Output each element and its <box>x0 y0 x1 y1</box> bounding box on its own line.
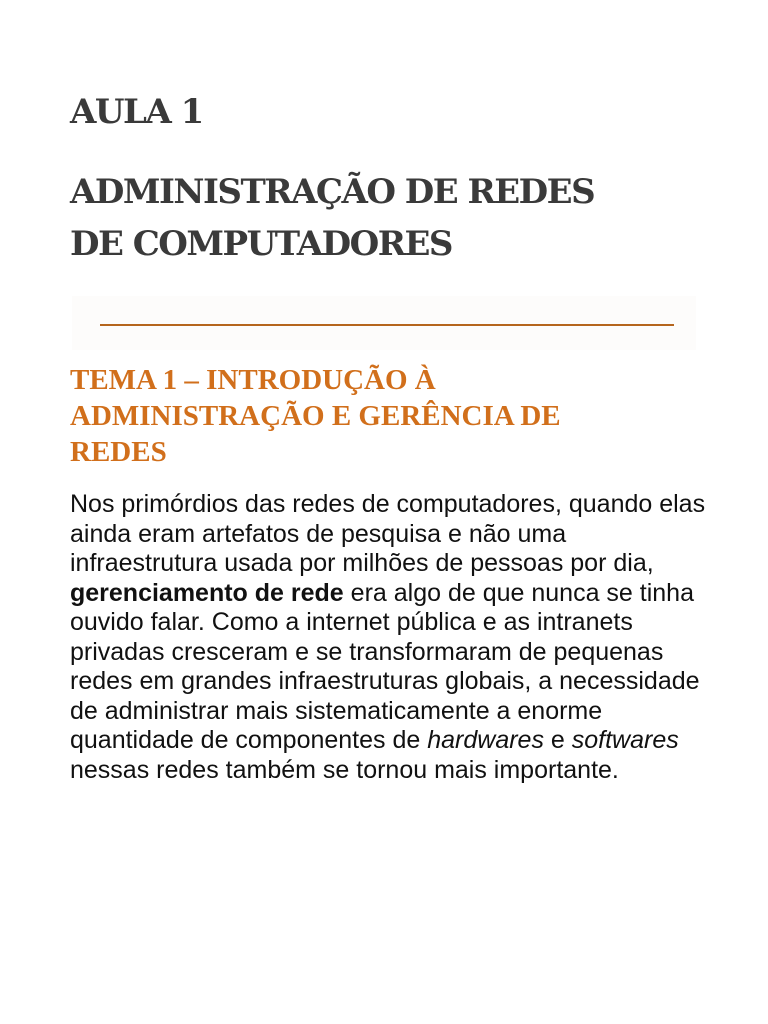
theme-title-line-2: ADMINISTRAÇÃO E GERÊNCIA DE <box>70 400 561 432</box>
divider-line <box>100 324 674 326</box>
theme-title <box>70 362 730 470</box>
theme-title-line-3: REDES <box>70 436 167 468</box>
paragraph-italic-hardwares: hardwares <box>427 726 544 754</box>
paragraph-text-2: era algo de que nunca se tinha ouvido falar. Como a internet pública e as intranets privadas cresceram e se transformaram de pequenas redes em grandes infraestruturas globais, a necessidade de administrar mais sistematicamente a enorme quantidade de componentes de <box>70 578 700 754</box>
theme-title-line-1: TEMA 1 – INTRODUÇÃO À <box>70 364 436 396</box>
course-title-line-2: DE COMPUTADORES <box>70 224 452 264</box>
body-paragraph <box>70 490 710 785</box>
lesson-title: AULA 1 <box>70 92 203 132</box>
paragraph-bold-term: gerenciamento de rede <box>70 578 344 607</box>
divider-background <box>72 296 696 350</box>
paragraph-text-1: Nos primórdios das redes de computadores, quando elas ainda eram artefatos de pesquisa e não uma infraestrutura usada por milhões de pessoas por dia, <box>70 490 706 577</box>
course-title-line-1: ADMINISTRAÇÃO DE REDES <box>70 172 595 212</box>
paragraph-text-4: nessas redes também se tornou mais importante. <box>70 755 619 784</box>
course-title <box>70 166 730 270</box>
paragraph-text-3: e <box>543 726 572 754</box>
paragraph-italic-softwares: softwares <box>571 726 679 754</box>
